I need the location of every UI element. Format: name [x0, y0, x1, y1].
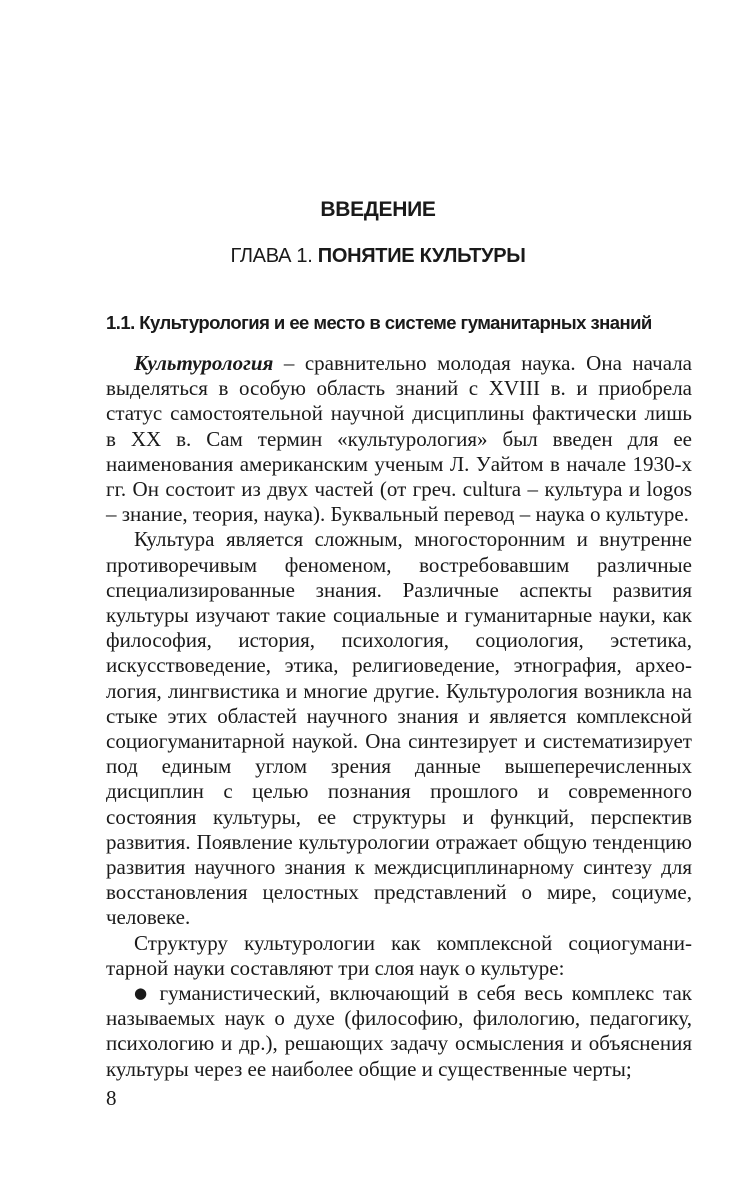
chapter-prefix: ГЛАВА 1.	[230, 245, 313, 267]
paragraph-1-text: – сравнительно молодая наука. Она начала выделяться в особую область знаний с XVIII в. и приобрела статус самостоятельной научной дисциплины фактически лишь в XX в. Сам термин «культурология» был введен для ее наименования американским ученым Л. Уайтом в начале 1930-х гг. Он состоит из двух частей (от греч. cultura – культура и logos – знание, теория, наука). Буквальный перевод – наука о культуре.	[106, 351, 692, 527]
bullet-icon: ●	[134, 984, 151, 1003]
page-number: 8	[106, 1086, 117, 1110]
term-culturology: Культурология	[134, 351, 274, 375]
list-item	[106, 981, 692, 1082]
chapter-title: ПОНЯТИЕ КУЛЬТУРЫ	[317, 245, 526, 267]
paragraph-3: Структуру культурологии как комплексной социогуманитарной науки составляют три слоя наук о культуре:	[106, 930, 692, 980]
section-heading: 1.1. Культурология и ее место в системе гуманитарных знаний	[106, 312, 652, 333]
body-text	[106, 351, 692, 1082]
list-item-text: гуманистический, включающий в себя весь комплекс так называемых наук о духе (философию, филологию, педагогику, психологию и др.), решающих задачу осмысления и объяснения культуры через ее наиболее общие и существенные черты;	[106, 981, 692, 1081]
paragraph-1	[106, 351, 692, 527]
paragraph-2: Культура является сложным, многосторонним и внутренне противоречивым феноменом, востребовавшим различные специализированные знания. Различные аспекты развития культуры изучают такие социальные и гуманитарные науки, как философия, история, психология, социология, эстетика, искусствоведение, этика, религиоведение, этнография, археология, лингвистика и многие другие. Культурология возникла на стыке этих областей научного знания и является комплексной социогуманитарной наукой. Она синтезирует и систематизирует под единым углом зрения данные вышеперечисленных дисциплин с целью познания прошлого и современного состояния культуры, ее структуры и функций, перспектив развития. Появление культурологии отражает общую тенденцию развития научного знания к междисциплинарному синтезу для восстановления целостных представлений о мире, социуме, человеке.	[106, 527, 692, 930]
chapter-heading	[0, 245, 756, 268]
introduction-heading: ВВЕДЕНИЕ	[320, 198, 436, 221]
